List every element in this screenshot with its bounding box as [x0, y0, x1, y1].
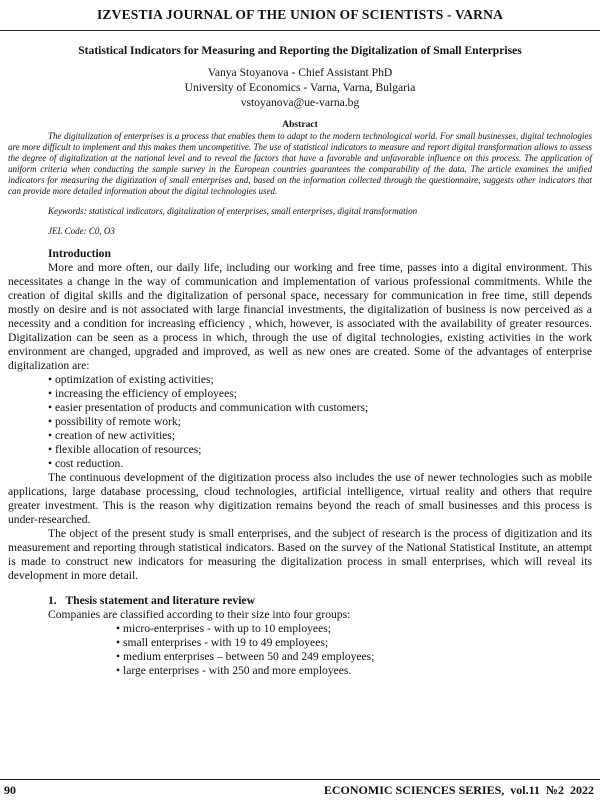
jel-code: JEL Code: C0, O3 [48, 226, 115, 236]
journal-header: IZVESTIA JOURNAL OF THE UNION OF SCIENTISTS - VARNA [96, 7, 504, 22]
list-item: • cost reduction. [48, 457, 592, 471]
section-1-lead: Companies are classified according to their size into four groups: [48, 608, 351, 621]
paper-title: Statistical Indicators for Measuring and Reporting the Digitalization of Small Enterprises [78, 44, 522, 57]
series-info: ECONOMIC SCIENCES SERIES, vol.11 №2 2022 [323, 783, 594, 797]
list-item: • easier presentation of products and communication with customers; [48, 401, 592, 415]
introduction-heading: Introduction [48, 247, 111, 260]
header-rule [0, 30, 600, 31]
list-item: • possibility of remote work; [48, 415, 592, 429]
list-item: • creation of new activities; [48, 429, 592, 443]
list-item: • micro-enterprises - with up to 10 employees; [116, 622, 592, 636]
abstract-heading: Abstract [282, 119, 318, 130]
abstract-text: The digitalization of enterprises is a process that enables them to adapt to the modern technological world. For small businesses, digital technologies are more difficult to implement and this makes them uncompetitive. The use of statistical indicators to measure and report digital transformation allows to assess the degree of digitalization at the national level and to reveal the factors that have a favorable and unfavorable influence on this process. The application of uniform criteria when conducting the sample survey in the European countries guarantees the comparability of the data. The article examines the unified indicators for measuring the digitization of small enterprises and, based on the information collected through the questionnaire, suggests other indicators that can provide more detailed information about the digital technologies used. [8, 131, 592, 196]
keywords: Keywords: statistical indicators, digitalization of enterprises, small enterprises, digital transformation [48, 206, 418, 216]
list-item: • medium enterprises – between 50 and 249 employees; [116, 650, 592, 664]
article-body [8, 44, 592, 678]
introduction-paragraph-3: The object of the present study is small enterprises, and the subject of research is the process of digitization and its measurement and reporting through statistical indicators. Based on the survey of the National Statistical Institute, an attempt is made to construct new indicators for measuring the digitalization process in small enterprises, which will reveal its development in more detail. [8, 527, 592, 582]
introduction-paragraph-1: More and more often, our daily life, including our working and free time, passes into a digital environment. This necessitates a change in the way of communication and implementation of various professional commitments. While the creation of digital skills and the digitalization of personal space, necessary for communication in free time, still depends mostly on desire and is not associated with large financial investments, the digitalization of business is now perceived as a necessity and a condition for increasing efficiency , which, however, is associated with the availability of greater resources. Digitalization can be seen as a process in which, through the use of digital technologies, existing activities in the work environment are changed, upgraded and improved, as well as new ones are created. Some of the advantages of enterprise digitalization are: [8, 261, 592, 372]
author-block [8, 65, 592, 110]
list-item: • flexible allocation of resources; [48, 443, 592, 457]
section-1-heading: 1. Thesis statement and literature review [48, 594, 255, 607]
author-email[interactable]: vstoyanova@ue-varna.bg [240, 96, 360, 109]
list-item: • large enterprises - with 250 and more employees. [116, 664, 592, 678]
introduction-paragraph-2: The continuous development of the digitization process also includes the use of newer technologies such as mobile applications, large database processing, cloud technologies, artificial intelligence, virtual reality and others that require greater investment. This is the reason why digitization remains beyond the reach of small businesses and this process is under-researched. [8, 471, 592, 526]
list-item: • optimization of existing activities; [48, 373, 592, 387]
journal-footer [0, 780, 600, 800]
author-line: Vanya Stoyanova - Chief Assistant PhD [207, 66, 393, 79]
list-item: • increasing the efficiency of employees; [48, 387, 592, 401]
enterprise-size-list [8, 622, 592, 678]
advantages-list [8, 373, 592, 471]
affiliation: University of Economics - Varna, Varna, Bulgaria [184, 81, 416, 94]
list-item: • small enterprises - with 19 to 49 employees; [116, 636, 592, 650]
page-number: 90 [4, 783, 16, 797]
